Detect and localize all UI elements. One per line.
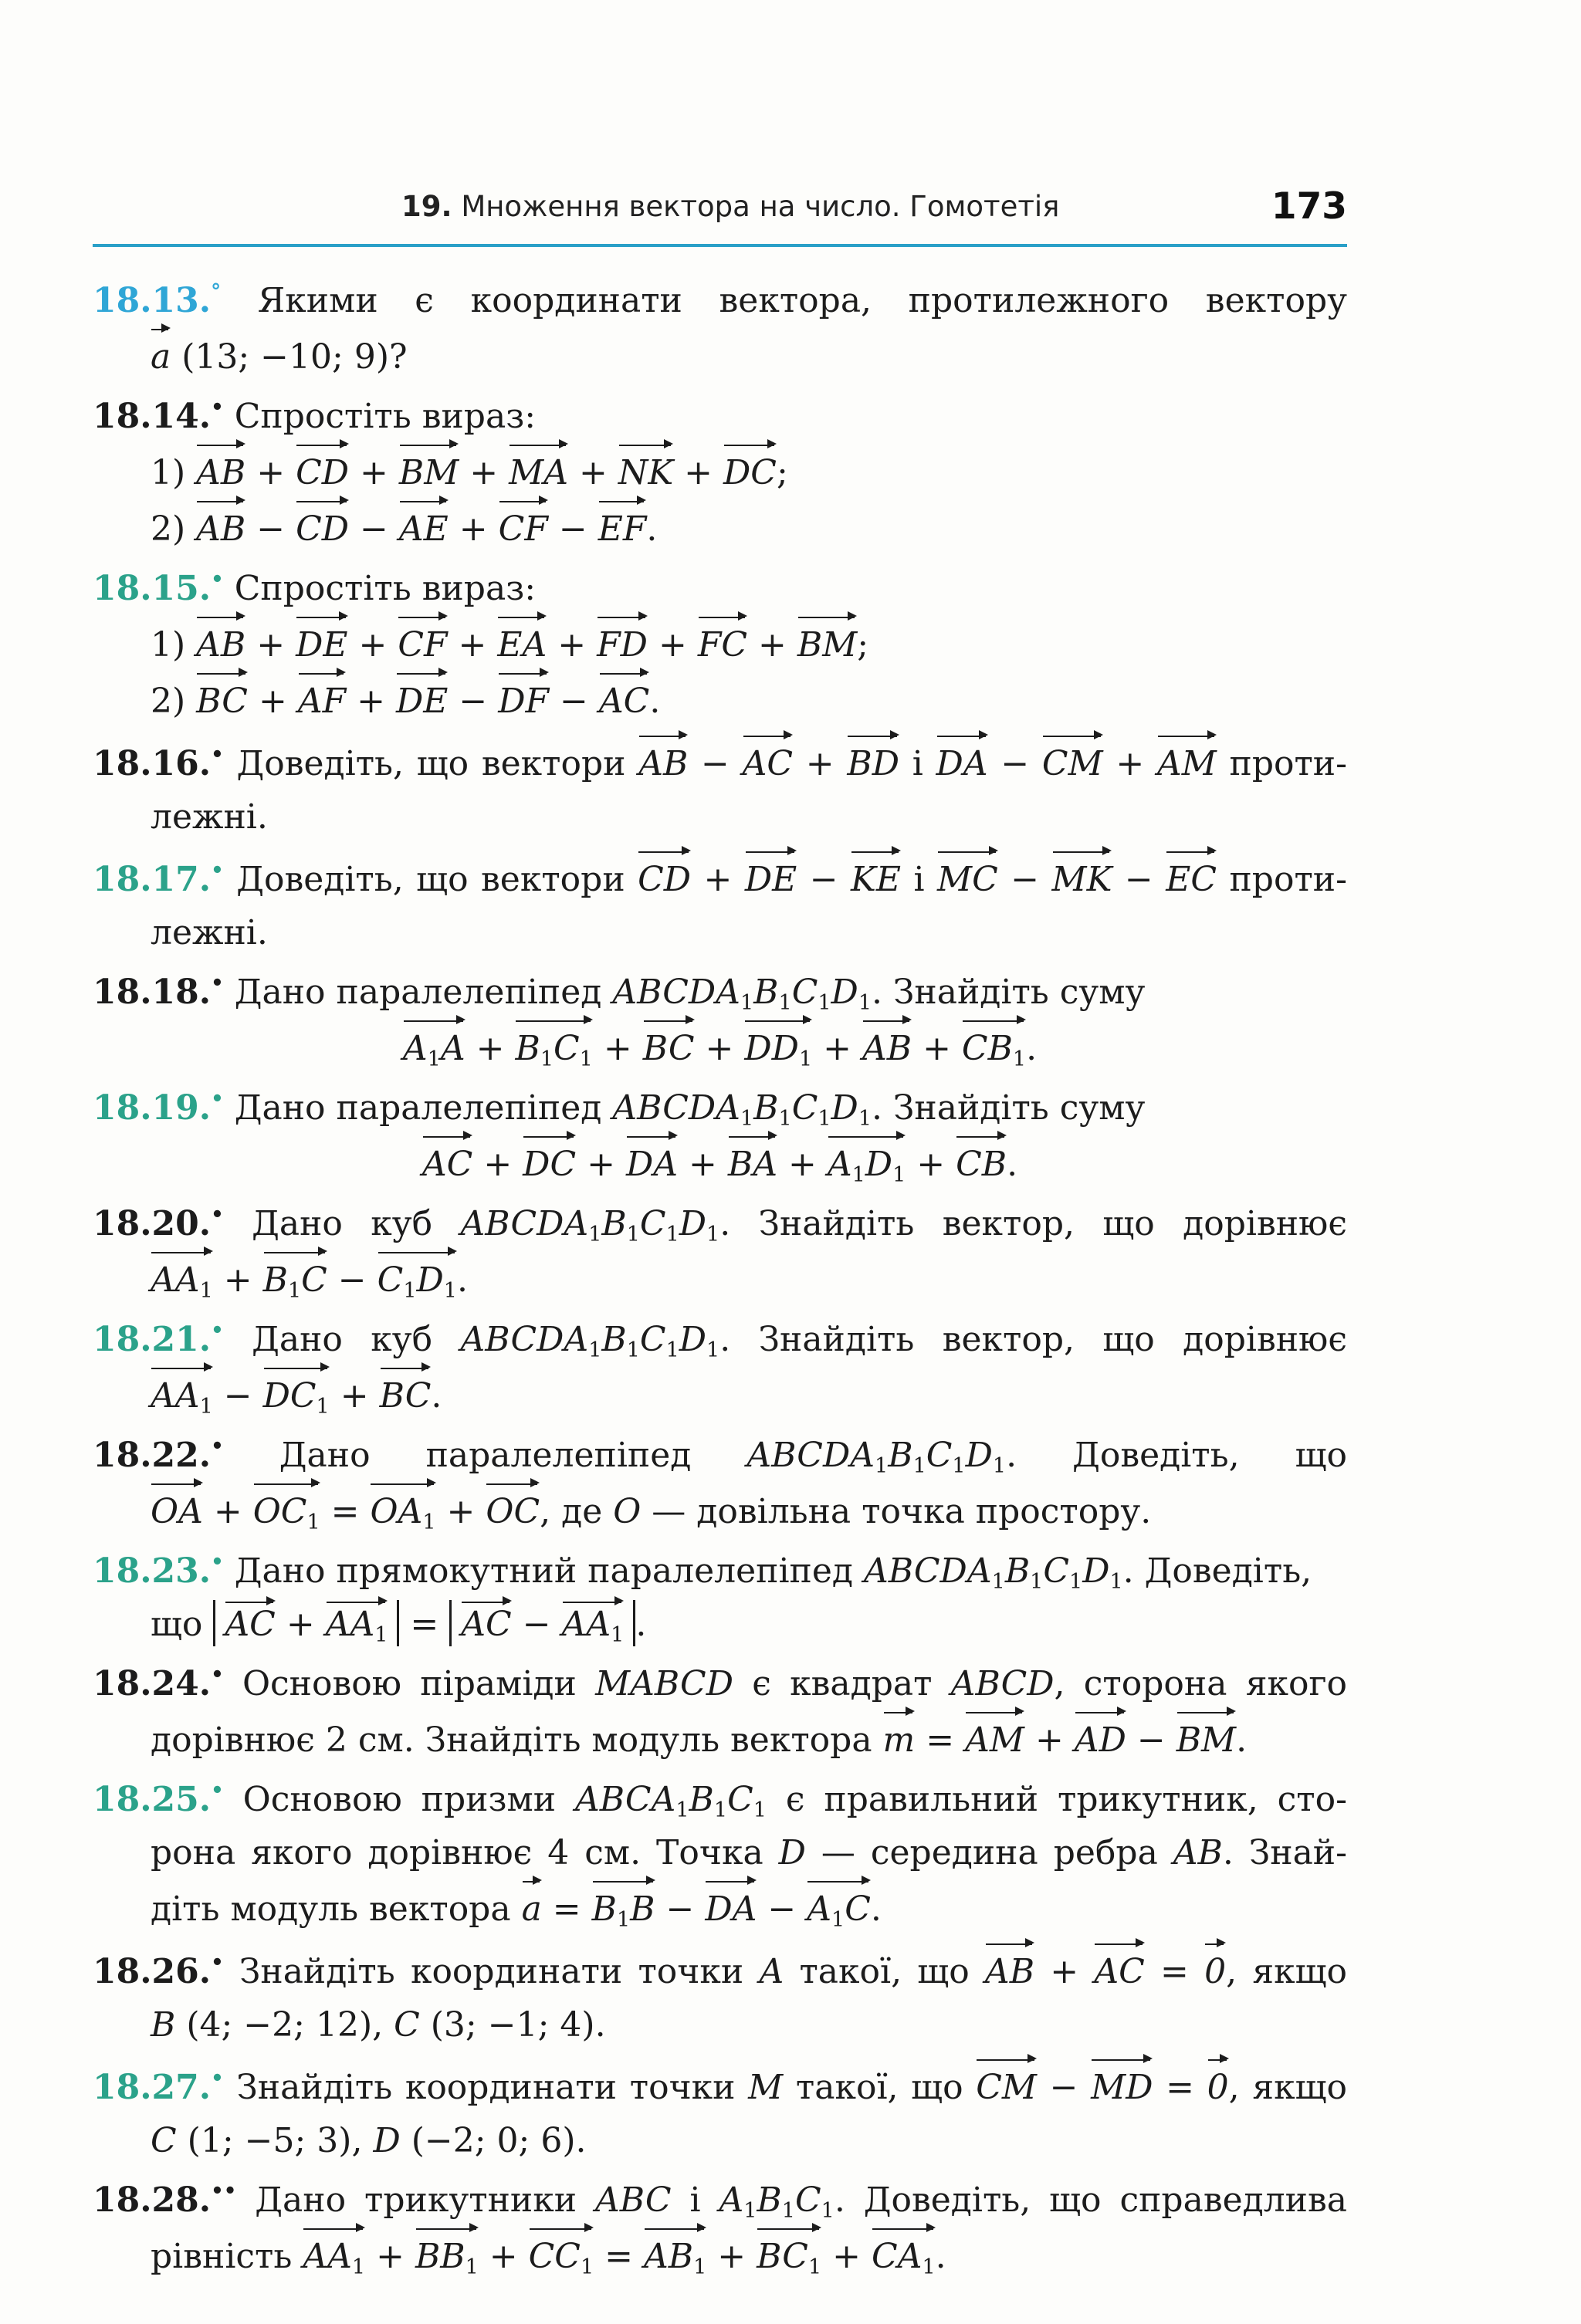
exercise-number: 18.25.• <box>93 1779 224 1819</box>
exercise-number: 18.13.° <box>93 280 222 320</box>
page-number: 173 <box>1271 185 1347 228</box>
exercise-list <box>93 274 1347 2289</box>
exercise-18-28: 18.28.•• Дано трикутники ABC і $A_1B_1C_1$. Доведіть, що справедлива рівність $AA_1 + BB_1 + CC_1 = AB_1 + BC_1 + CA_1$. <box>93 2173 1347 2283</box>
exercise-18-15: 18.15.• Спростіть вираз: 1) AB + DE + CF + EA + FD + FC + BM; 2) BC + AF + DE − DF − AC. <box>93 562 1347 728</box>
exercise-18-18: 18.18.• Дано паралелепіпед $ABCDA_1B_1C_1D_1$. Знайдіть суму $A_1A + B_1C_1$ + BC + $DD_1$ + AB + $CB_1$. <box>93 966 1347 1075</box>
exercise-18-19: 18.19.• Дано паралелепіпед $ABCDA_1B_1C_1D_1$. Знайдіть суму AC + DC + DA + BA + $A_1D_1$ + CB. <box>93 1081 1347 1191</box>
exercise-18-23: 18.23.• Дано прямокутний паралелепіпед $ABCDA_1B_1C_1D_1$. Доведіть, що AC + $AA_1$ = AC − $AA_1$ . <box>93 1551 1312 1647</box>
exercise-number: 18.28.•• <box>93 2180 237 2220</box>
exercise-number: 18.23.• <box>93 1551 224 1591</box>
exercise-number: 18.15.• <box>93 568 224 608</box>
exercise-18-17: 18.17.• Доведіть, що вектори CD + DE − KE і MC − MK − EC проти- лежні. <box>93 850 1347 959</box>
section-title <box>401 190 1059 223</box>
section-number: 19. <box>401 190 452 223</box>
exercise-number: 18.17.• <box>93 859 224 899</box>
section-name: Множення вектора на число. Гомотетія <box>461 190 1060 223</box>
exercise-number: 18.27.• <box>93 2067 224 2107</box>
exercise-18-14: 18.14.• Спростіть вираз: 1) AB + CD + BM + MA + NK + DC; 2) AB − CD − AE + CF − EF. <box>93 390 1347 556</box>
exercise-18-21: 18.21.• Дано куб $ABCDA_1B_1C_1D_1$. Знайдіть вектор, що дорівнює $AA_1 - DC_1$ + BC. <box>93 1313 1347 1422</box>
exercise-number: 18.19.• <box>93 1088 224 1128</box>
exercise-number: 18.18.• <box>93 972 224 1012</box>
page-header <box>93 185 1347 247</box>
exercise-number: 18.22.• <box>93 1435 224 1475</box>
exercise-18-26: 18.26.• Знайдіть координати точки A такої, що AB + AC = 0, якщо B (4; −2; 12), C (3; −1; 4). <box>93 1942 1347 2052</box>
exercise-number: 18.21.• <box>93 1319 224 1359</box>
exercise-number: 18.14.• <box>93 396 224 436</box>
exercise-18-27: 18.27.• Знайдіть координати точки M такої, що CM − MD = 0, якщо C (1; −5; 3), D (−2; 0; 6). <box>93 2058 1347 2167</box>
exercise-number: 18.16.• <box>93 743 224 783</box>
exercise-18-25: 18.25.• Основою призми $ABCA_1B_1C_1$ є правильний трикутник, сто- рона якого дорівнює 4 см. Точка D — середина ребра AB. Знай- діть модуль вектора $a = B_1B$ − DA − $A_1C$. <box>93 1773 1347 1936</box>
exercise-18-24: 18.24.• Основою піраміди MABCD є квадрат ABCD, сторона якого дорівнює 2 см. Знайдіть модуль вектора m = AM + AD − BM. <box>93 1657 1347 1767</box>
exercise-number: 18.24.• <box>93 1663 224 1703</box>
exercise-number: 18.26.• <box>93 1951 224 1991</box>
exercise-18-16: 18.16.• Доведіть, що вектори AB − AC + BD і DA − CM + AM проти- лежні. <box>93 734 1347 844</box>
exercise-number: 18.20.• <box>93 1203 224 1243</box>
exercise-18-13: 18.13.° Якими є координати вектора, протилежного вектору a (13; −10; 9)? <box>93 274 1347 384</box>
exercise-18-20: 18.20.• Дано куб $ABCDA_1B_1C_1D_1$. Знайдіть вектор, що дорівнює $AA_1 + B_1C - C_1D_1$. <box>93 1197 1347 1307</box>
exercise-18-22: 18.22.• Дано паралелепіпед $ABCDA_1B_1C_1D_1$. Доведіть, що OA + $OC_1 = OA_1$ + OC, де O — довільна точка простору. <box>93 1429 1347 1538</box>
